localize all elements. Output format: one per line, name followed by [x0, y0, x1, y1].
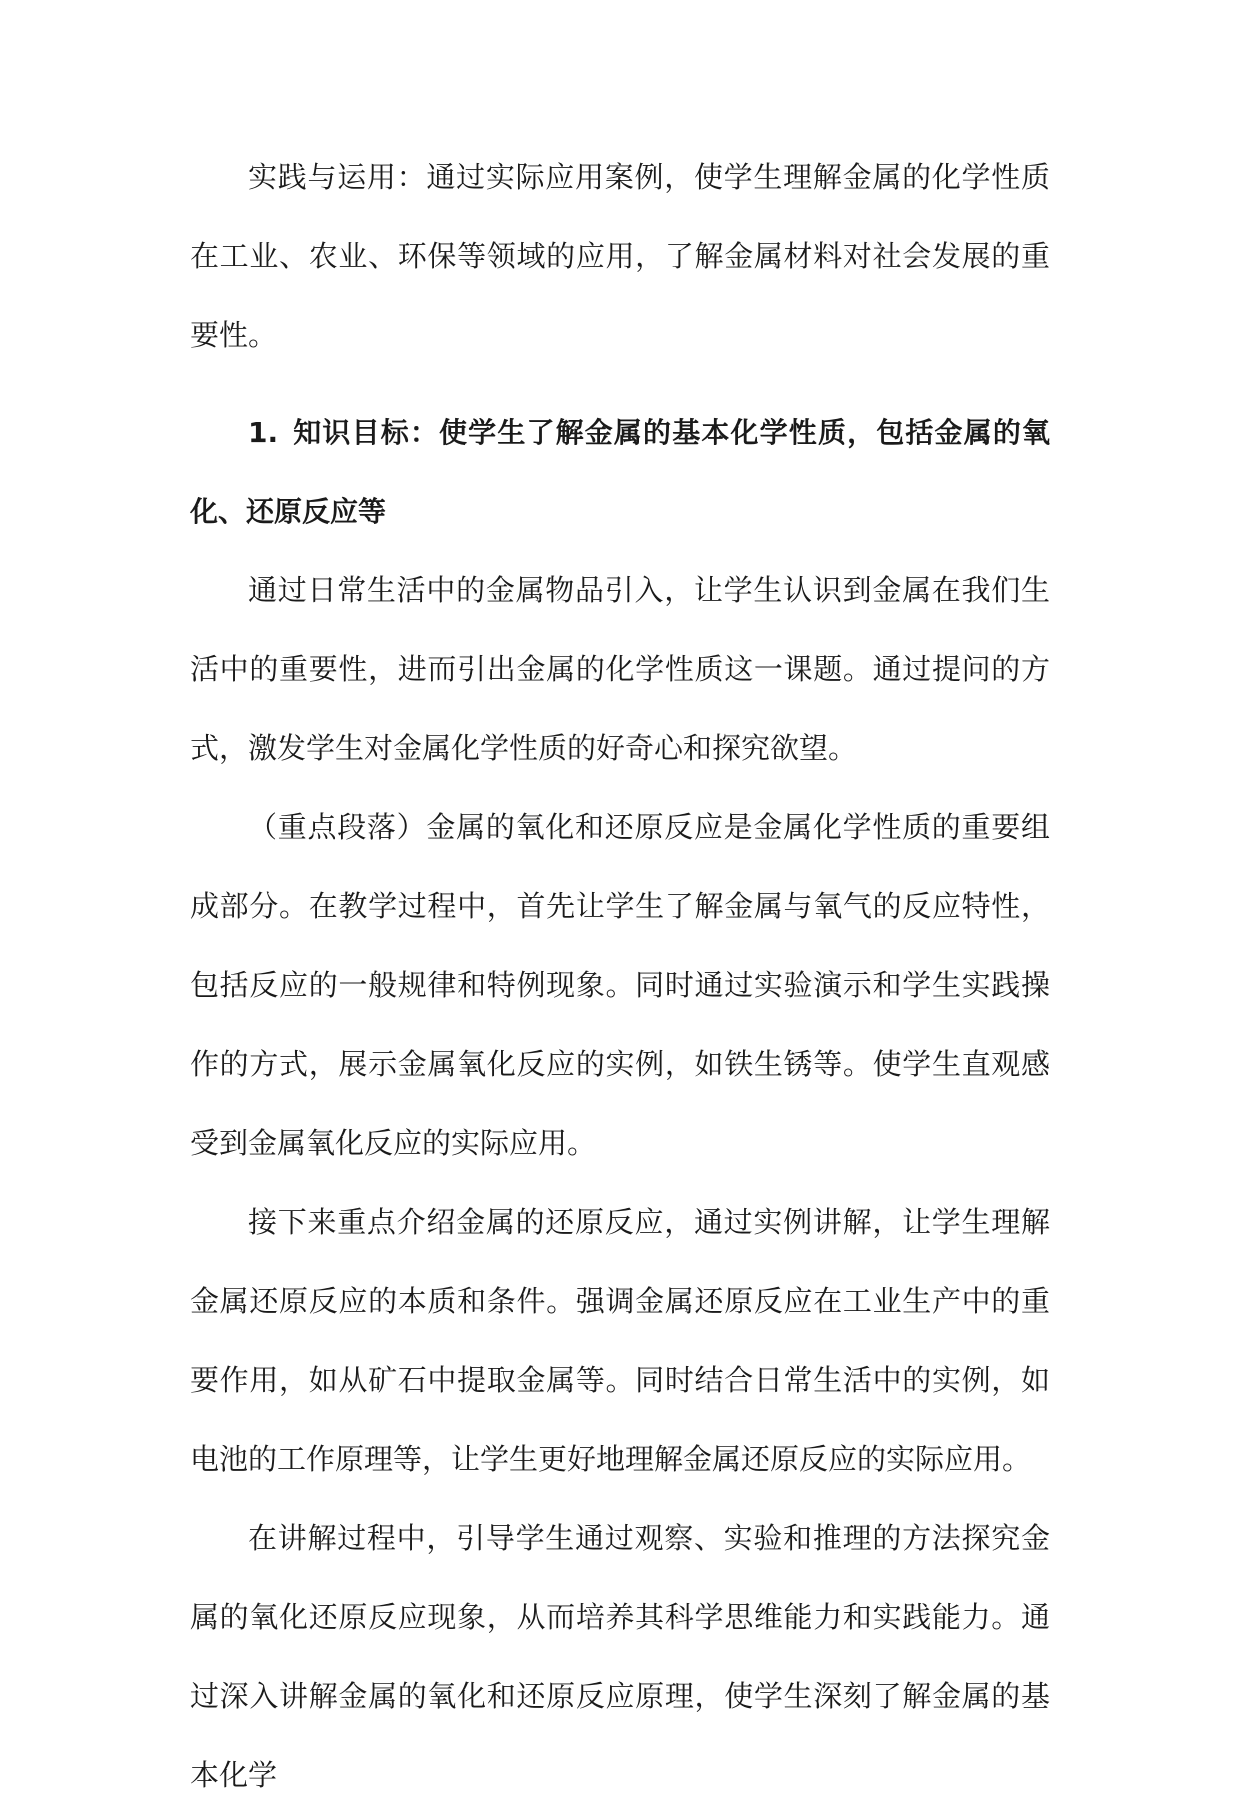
- document-body: [190, 138, 1050, 1815]
- paragraph-reduction: 接下来重点介绍金属的还原反应，通过实例讲解，让学生理解金属还原反应的本质和条件。强调金属还原反应在工业生产中的重要作用，如从矿石中提取金属等。同时结合日常生活中的实例，如电池的工作原理等，让学生更好地理解金属还原反应的实际应用。: [190, 1205, 1050, 1476]
- section-heading-knowledge-goal: [190, 393, 1050, 551]
- paragraph-introduction: 通过日常生活中的金属物品引入，让学生认识到金属在我们生活中的重要性，进而引出金属的化学性质这一课题。通过提问的方式，激发学生对金属化学性质的好奇心和探究欲望。: [190, 573, 1050, 765]
- paragraph-key-oxidation: （重点段落）金属的氧化和还原反应是金属化学性质的重要组成部分。在教学过程中，首先让学生了解金属与氧气的反应特性，包括反应的一般规律和特例现象。同时通过实验演示和学生实践操作的方式，展示金属氧化反应的实例，如铁生锈等。使学生直观感受到金属氧化反应的实际应用。: [190, 810, 1050, 1160]
- paragraph-practice-application: 实践与运用：通过实际应用案例，使学生理解金属的化学性质在工业、农业、环保等领域的应用，了解金属材料对社会发展的重要性。: [190, 160, 1050, 352]
- heading-text: 知识目标：使学生了解金属的基本化学性质，包括金属的氧化、还原反应等: [190, 416, 1050, 528]
- paragraph-explanation-process: 在讲解过程中，引导学生通过观察、实验和推理的方法探究金属的氧化还原反应现象，从而培养其科学思维能力和实践能力。通过深入讲解金属的氧化和还原反应原理，使学生深刻了解金属的基本化学: [190, 1521, 1050, 1792]
- heading-number: 1.: [248, 416, 279, 449]
